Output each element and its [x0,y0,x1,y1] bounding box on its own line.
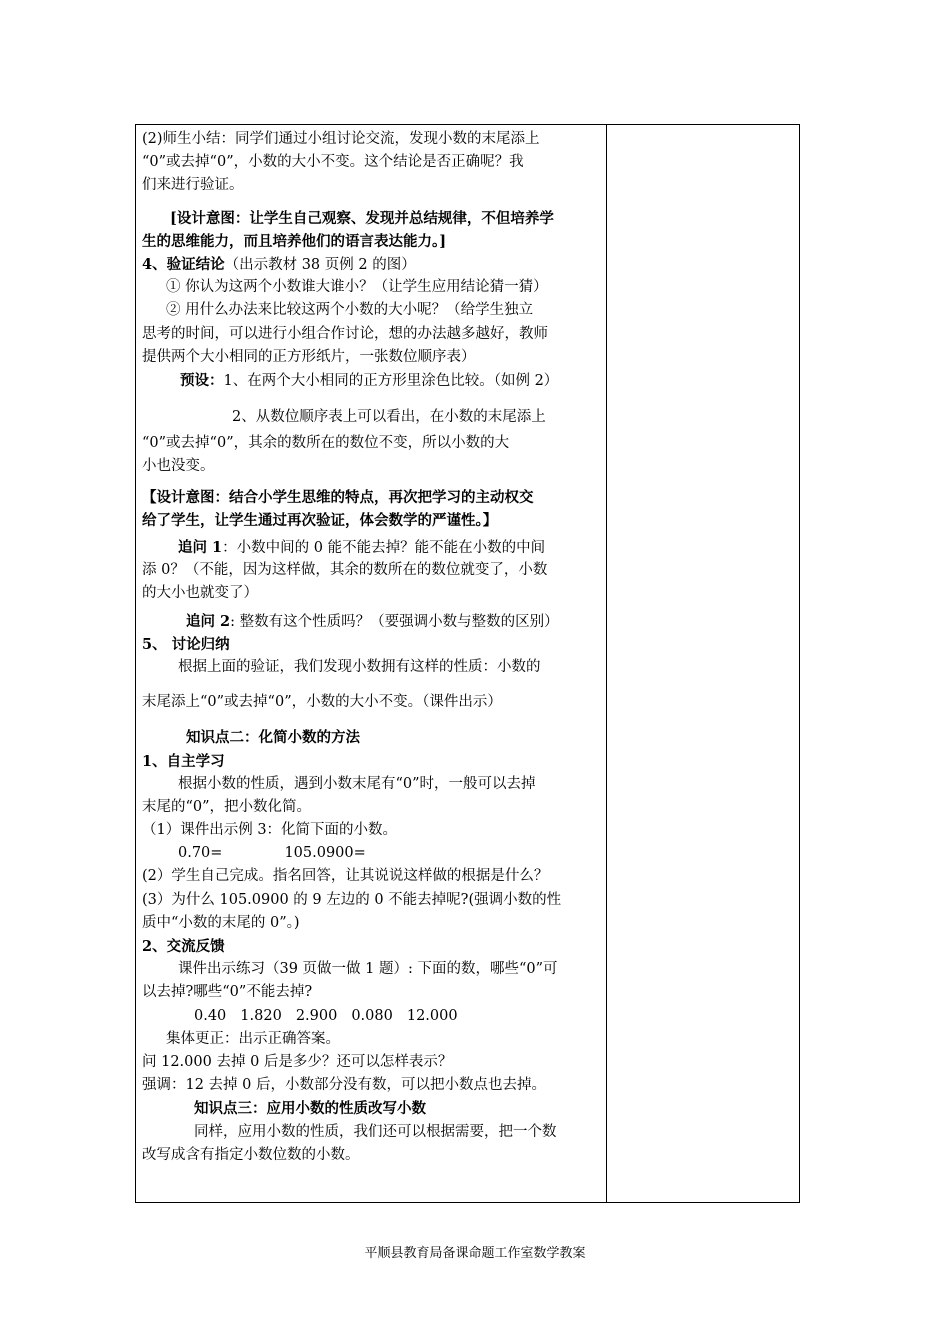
text-line: 添 0？（不能，因为这样做，其余的数所在的数位就变了，小数 [142,562,548,579]
text-line [142,369,600,392]
preset-label: 预设： [180,371,224,389]
text-line: 质中“小数的末尾的 0”。) [142,914,300,931]
text-line: 根据上面的验证，我们发现小数拥有这样的性质：小数的 [178,658,541,675]
text-line: 问 12.000 去掉 0 后是多少？还可以怎样表示？ [142,1053,453,1070]
example-line [142,842,600,865]
followup-text: : 整数有这个性质吗？（要强调小数与整数的区别） [230,613,559,630]
text-line: （1）课件出示例 3：化简下面的小数。 [142,822,398,839]
section-heading [142,253,600,276]
text-line: (3）为什么 105.0900 的 9 左边的 0 不能去掉呢?(强调小数的性 [142,891,562,908]
number-list [142,1005,600,1028]
example-item: 105.0900= [284,845,366,862]
text-line: (2)师生小结：同学们通过小组讨论交流，发现小数的末尾添上 [142,131,540,147]
content-cell [136,125,607,1203]
text-line [142,610,600,633]
text-line: 们来进行验证。 [142,177,244,194]
text-line: 根据小数的性质，遇到小数末尾有“0”时，一般可以去掉 [178,775,536,792]
knowledge-point-heading: 知识点三：应用小数的性质改写小数 [194,1100,426,1118]
section-note: （出示教材 38 页例 2 的图） [224,256,416,273]
text-line: 课件出示练习（39 页做一做 1 题）: 下面的数，哪些“0”可 [178,961,558,978]
knowledge-point-heading: 知识点二：化简小数的方法 [186,729,360,747]
text-line: 提供两个大小相同的正方形纸片，一张数位顺序表） [142,348,476,365]
text-line: (2）学生自己完成。指名回答，让其说说这样做的根据是什么？ [142,868,549,885]
preset-text: 1、在两个大小相同的正方形里涂色比较。（如例 2） [223,372,559,389]
text-line: 的大小也就变了） [142,585,258,602]
section-heading: 2、交流反馈 [142,938,225,955]
example-item: 0.70= [178,845,223,862]
design-intent-line: [设计意图：让学生自己观察、发现并总结规律，不但培养学 [170,209,554,227]
lesson-plan-table [135,124,800,1203]
text-line: 集体更正：出示正确答案。 [166,1030,340,1047]
text-line: ② 用什么办法来比较这两个小数的大小呢？（给学生独立 [166,302,534,319]
text-line: 2、从数位顺序表上可以看出，在小数的末尾添上 [232,409,546,426]
notes-cell [607,125,800,1203]
design-intent-line: 【设计意图：结合小学生思维的特点，再次把学习的主动权交 [142,488,534,506]
number-item: 0.40 [194,1007,227,1024]
text-line: 改写成含有指定小数位数的小数。 [142,1146,360,1163]
text-line [142,536,600,559]
section-heading: 5、 讨论归纳 [142,635,230,653]
text-line: 强调：12 去掉 0 后，小数部分没有数，可以把小数点也去掉。 [142,1077,547,1094]
section-heading: 1、自主学习 [142,752,225,770]
number-item: 12.000 [406,1007,458,1024]
text-line: 末尾的“0”，把小数化简。 [142,798,312,815]
text-line: 末尾添上“0”或去掉“0”，小数的大小不变。（课件出示） [142,694,502,711]
text-line: 小也没变。 [142,458,215,475]
number-item: 1.820 [240,1007,282,1024]
text-line: ① 你认为这两个小数谁大谁小？（让学生应用结论猜一猜） [166,279,548,296]
section-title: 4、验证结论 [142,255,225,273]
text-line: 以去掉?哪些“0”不能去掉? [142,984,313,1001]
followup-text: ：小数中间的 0 能不能去掉？能不能在小数的中间 [222,540,546,556]
text-line: 思考的时间，可以进行小组合作讨论，想的办法越多越好，教师 [142,325,548,342]
text-line: 同样，应用小数的性质，我们还可以根据需要，把一个数 [194,1123,557,1140]
text-line: “0”或去掉“0”，小数的大小不变。这个结论是否正确呢？我 [142,154,524,171]
followup-label: 追问 1 [178,539,223,556]
followup-label: 追问 2 [186,612,231,630]
design-intent-line: 生的思维能力，而且培养他们的语言表达能力。] [142,232,447,250]
text-line: “0”或去掉“0”，其余的数所在的数位不变，所以小数的大 [142,435,510,452]
page-footer: 平顺县教育局备课命题工作室数学教案 [364,1246,586,1261]
design-intent-line: 给了学生，让学生通过再次验证，体会数学的严谨性。】 [142,511,498,529]
number-item: 0.080 [351,1007,393,1024]
number-item: 2.900 [295,1007,338,1024]
lesson-content [136,125,606,1167]
